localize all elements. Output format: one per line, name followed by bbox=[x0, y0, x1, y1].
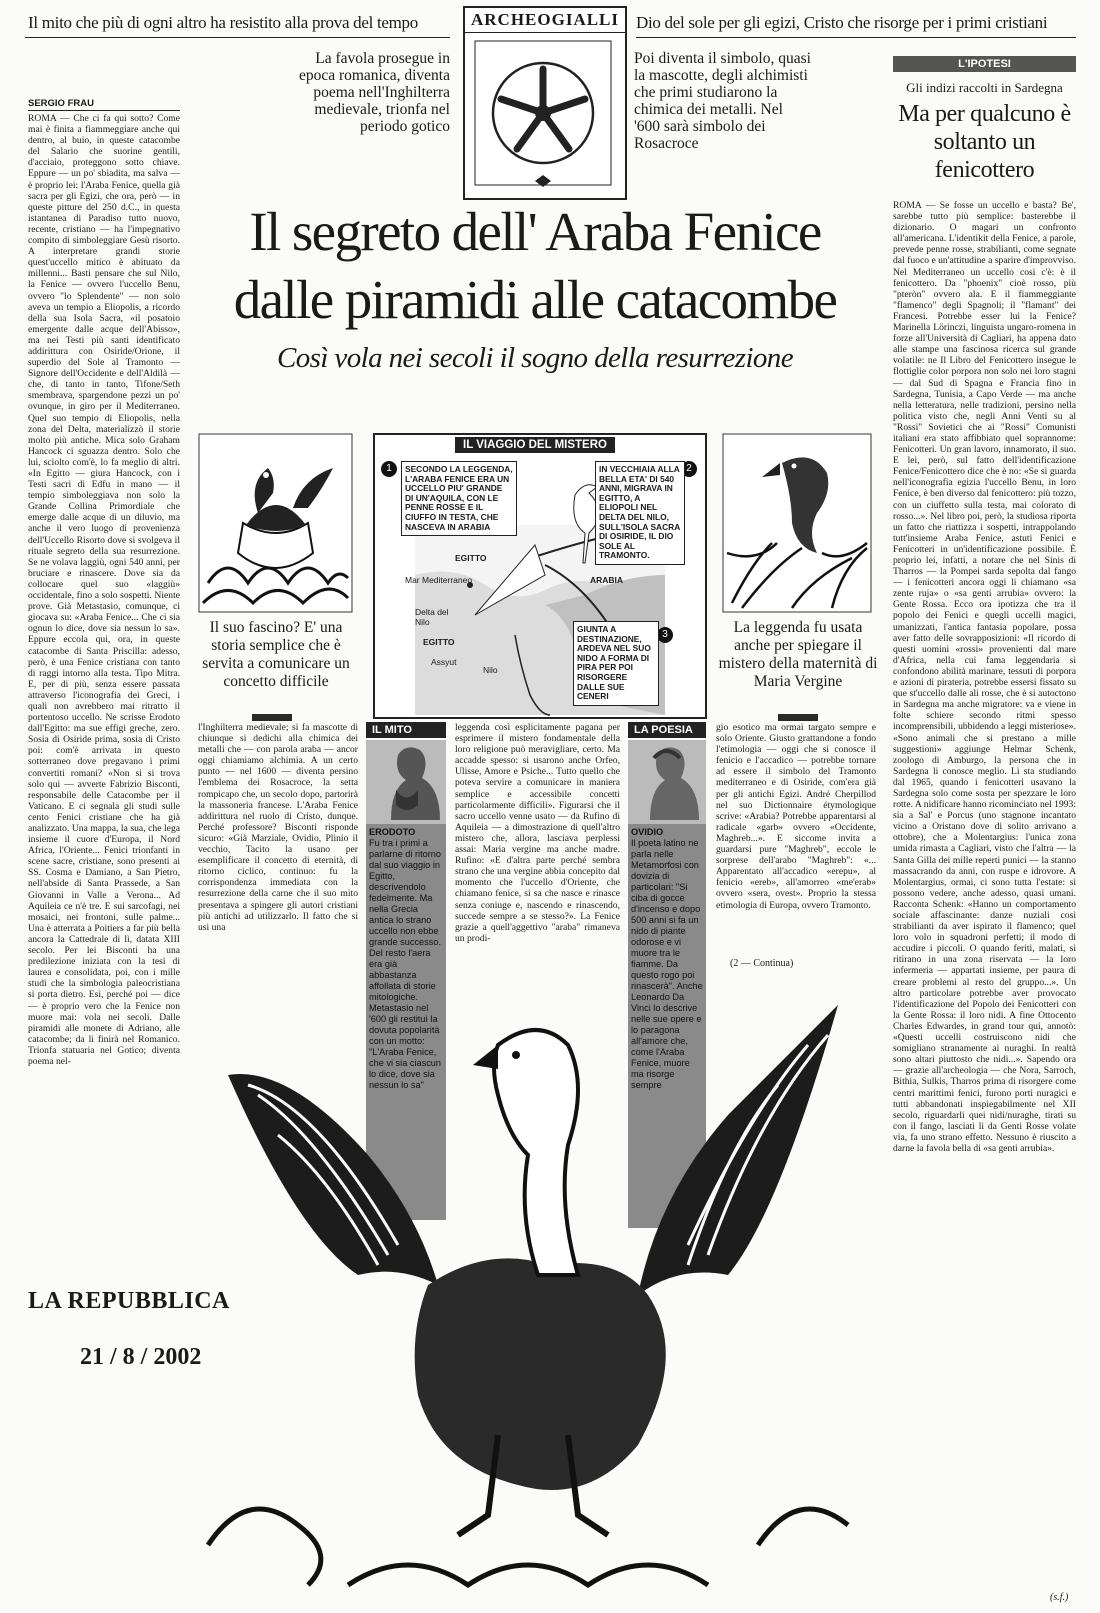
map-place-assyut: Assyut bbox=[431, 657, 457, 667]
kicker-left: Il mito che più di ogni altro ha resistito alla prova del tempo bbox=[28, 13, 418, 32]
article-col3: leggenda così esplicitamente pagana per esprimere il mistero fondamentale della loro religione può meravigliare, certo. Ma accadde spesso: si usarono anche Orfeo, Ulisse, Amore e Psiche... Tutto quello che poteva servire a comunicare in maniera semplice e accessibile concetti particolarmente difficili». Figurarsi che il sacro uccello venne usato — da Rufino di Aquileia — a dimostrazione di quell'altro mistero che, allora, lasciava perplessi assai: Maria vergine ma anche madre. Rufino: «E d'altra parte perché sembra strano che una vergine abbia concepito dal momento che l'uccello d'Oriente, che chiamano fenice, si sa che nasce e rinasce senza coniuge e, nascendo e rinascendo, succede sempre a se stesso?». La Fenice grazie a quell'aggettivo "araba" rimaneva un prodi- bbox=[455, 722, 620, 944]
sidebar-body: ROMA — Se fosse un uccello e basta? Be', sarebbe tutto più semplice: basterebbe il dizionario. O magari un confronto all'americana. L'identikit della Fenice, a parole, prevede penne rosse, strabilianti, come segnate dal fuoco e un'attitudine a sparire d'improvviso. Nel Mediterraneo un uccello così c'è: è il fenicottero. Da "phoenix" cioè rosso, più "pteròn" ovvero ala. E il fiammeggiante "flamenco" degli Spagnoli; il "flamant" dei Francesi. Potrebbe esser lui la Fenice? Marinella Lörinczi, linguista ungaro-romena in forze all'Università di Cagliari, ha appena dato alle stampe una fascinosa ricerca sul grande volatile: ne Il Libro del Fenicottero insegue le flottiglie color porpora non solo nei loro stagni — dal Sud di Spagna e Francia fino in Sardegna, Tunisia, a Capo Verde — ma anche nella letteratura, nelle tradizioni, persino nella politica visto che, negli Anni Venti su al "Rossi" Sovietici che ai "Rossi" Comunisti italiani era stato affibbiato quel soprannome: Fenicotteri. Un gran lavoro, innamorato, il suo. E lei, però, sul fatto dell'identificazione Fenice/Fenicottero dice che è no: «Se si guarda nell'iconografia egizia l'uccello Benu, in loro Fenice, è ben diverso dal fenicottero: più tozzo, con un ciuffetto sulla testa, mai colorato di rosso...». Nel libro poi, però, la studiosa riporta un fatto che riattizza i sospetti, intrappolando tutt'insieme Araba Fenice, astuti Fenici e Fenicotteri in un'identificazione possibile. È proprio lei, infatti, a notare che nel Sinis di Tharros — la Pompei sarda sepolta dal fango — i fenicotteri ancora oggi li chiamano «sa zente ruja» o «sa genti arrubia» ovvero: la Gente Rossa. Ecco ora ipotizza che tra il popolo dei Fenici e quegli uccelli magici, umanizzati, l'antica fantasia popolare, possa aver fatto delle sovrapposizioni: «Il ricordo di questi uomini «rossi» provenienti dal mare d'Africa, nella cui fama leggendaria si confondono abilità marinare, tessuti di porpora e azioni di pirateria, potrebbe essersi fissato su que st'uccello dalle ali rosse, che è si autoctono in Sardegna ma anche migratore: va e viene in folte schiere secondo ritmi spesso incomprensibili, ubbidendo a leggi misteriose». «Sono animali che si prestano a mille suggestioni» aggiunge Helmar Schenk, zoologo di Amburgo, la persona che in Sardegna li conosce meglio. Li sta studiando dal 1965, quando i fenicotteri usavano la Sardegna solo come sosta per spezzare le loro rotte. A nidificare hanno ricominciato nel 1993: sia a Sal' e Porcus (uno stagnone incantato vicino a Oristano dove di solito arrivano a ottobre), che a Molentargius: l'unica zona umida rimasta a Cagliari, visto che l'altra — la Santa Gilla dei mille reperti punici — la stanno massacrando da anni, con ruspe e idrovore. A Molentargius, ormai, ci sono tutta l'estate: si possono vedere, anche adesso, quasi umani. Racconta Schenk: «Hanno un comportamento sociale affascinante: danze nuziali così strabilianti da aver ispirato il flamenco; quel loro volo in squadroni perfetti; il modo di accudire i piccoli. O quando feriti, malati, si ritirano in una zona riservata — la loro infermeria — appartati insieme, per paura di creare problemi al resto del gruppo...». Un altro particolare potrebbe aver provocato l'identificazione del Popolo dei Fenicotteri con la Gente Rossa: il loro nidi. A fine Ottocento Charles Edwardes, in grand tour qui, annotò: «Questi uccelli costruiscono nidi che somigliano stranamente ai nuraghi. In realtà sono altari piuttosto che nidi...». Sapendo ora — grazie all'archeologia — che Nora, Sarroch, Bithia, Sulkis, Tharros prima di risorgere come centri marittimi fenici, furono porti nuragici e tutti abbandonati inspiegabilmente nel XII secolo, riguardarli quei nidi/nuraghe, tirati su con il fango, lasciati lì da Genti Rosse volate via, fa uno strano effetto. Nessuno è riuscito a darne la favola bella di «sa genti arrubia». bbox=[893, 200, 1076, 1154]
phoenix-large-illustration bbox=[198, 985, 878, 1595]
map-step-1: 1 bbox=[381, 461, 397, 477]
box-mito-name: ERODOTO bbox=[369, 827, 416, 837]
map-note-3: GIUNTA A DESTINAZIONE, ARDEVA NEL SUO NIDO A FORMA DI PIRA PER POI RISORGERE DALLE SUE CENERI bbox=[573, 621, 659, 706]
newspaper-date: 21 / 8 / 2002 bbox=[80, 1344, 202, 1370]
caption-right-mark bbox=[778, 714, 818, 721]
headline-line1: Il segreto dell' Araba Fenice bbox=[249, 201, 821, 262]
ovid-bust bbox=[628, 740, 706, 824]
phoenix-wheel-logo bbox=[465, 33, 621, 193]
map-infographic bbox=[373, 433, 707, 719]
logo-label: ARCHEOGIALLI bbox=[465, 8, 625, 33]
herodotus-bust bbox=[366, 740, 446, 824]
map-place-mediterraneo: Mar Mediterraneo bbox=[405, 575, 473, 585]
desc-right: Poi diventa il simbolo, quasi la mascotte, degli alchimisti che primi studiarono la chimica dei metalli. Nel '600 sarà simbolo dei Rosacroce bbox=[634, 50, 811, 152]
continua-note: (2 — Continua) bbox=[730, 958, 794, 969]
map-place-egitto-top: EGITTO bbox=[455, 553, 487, 563]
map-note-1: SECONDO LA LEGGENDA, L'ARABA FENICE ERA UN UCCELLO PIU' GRANDE DI UN'AQUILA, CON LE PENNE ROSSE E IL CIUFFO IN TESTA, CHE NASCEVA IN ARABIA bbox=[401, 461, 517, 536]
headline-line2: dalle piramidi alle catacombe bbox=[233, 269, 837, 330]
top-rule-right bbox=[636, 37, 1076, 38]
flamingo-icon bbox=[722, 433, 872, 613]
byline: SERGIO FRAU bbox=[28, 98, 94, 109]
box-mito-label: IL MITO bbox=[366, 722, 446, 738]
box-poesia-label: LA POESIA bbox=[628, 722, 706, 738]
phoenix-large-icon bbox=[198, 985, 878, 1595]
caption-right: La leggenda fu usata anche per spiegare il mistero della maternità di Maria Vergine bbox=[718, 619, 878, 690]
byline-rule bbox=[28, 110, 180, 111]
map-title: IL VIAGGIO DEL MISTERO bbox=[455, 437, 615, 453]
article-col2: l'Inghilterra medievale; si fa mascotte di chiunque si dedichi alla chimica dei metalli che — con parola araba — ancor oggi chiamiamo alchimia. A un certo punto — nel 1600 — diventa persino l'emblema dei Rosacroce, la setta rompicapo che, un secolo dopo, partorirà la massoneria francese. L'Araba Fenice addirittura nel ruolo di Cristo, dunque. Perché professore? Bisconti risponde sicuro: «Già Marziale, Ovidio, Plinio il vecchio, Tacito la usano per esemplificare il concetto di eternità, di ritorno ciclico, continuo: fu la corrispondenza immediata con la resurrezione della carne che il suo mito presentava a spingere gli autori cristiani più antichi ad utilizzarlo. Il fatto che si usi una bbox=[198, 722, 358, 933]
map-place-nilo: Nilo bbox=[483, 665, 498, 675]
archeogialli-logo bbox=[463, 6, 627, 200]
box-mito-text: Fu tra i primi a parlarne di ritorno dal suo viaggio in Egitto, descrivendolo fedelmente. Ma nella Grecia antica lo strano uccello non ebbe grande successo. Del resto l'aera era già abbastanza affollata di storie mitologiche. Metastasio nel '600 gli restituì la dovuta popolarità con un motto: "L'Araba Fenice, che vi sia ciascun lo dice, dove sia nessun lo sa" bbox=[369, 838, 442, 1090]
map-place-egitto: EGITTO bbox=[423, 637, 455, 647]
top-rule-left bbox=[25, 37, 450, 38]
kicker-right: Dio del sole per gli egizi, Cristo che risorge per i primi cristiani bbox=[636, 13, 1048, 32]
desc-left: La favola prosegue in epoca romanica, diventa poema nell'Inghilterra medievale, trionfa nel periodo gotico bbox=[298, 50, 450, 135]
caption-left: Il suo fascino? E' una storia semplice che è servita a comunicare un concetto difficile bbox=[202, 619, 350, 690]
map-step-3: 3 bbox=[657, 627, 673, 643]
phoenix-nest-icon bbox=[198, 433, 353, 613]
flamingo-illustration bbox=[722, 433, 872, 613]
subhead: Così vola nei secoli il sogno della resurrezione bbox=[277, 342, 793, 374]
article-col1: ROMA — Che ci fa qui sotto? Come mai è finita a fiammeggiare anche qui dentro, al buio, in queste catacombe del Salario che suorine gentili, d'acciaio, proteggono sotto chiave. Eppure — un po' sbiadita, ma salva — è proprio lei: l'Araba Fenice, quella già sacra per gli Egizi, che ora, però — in queste pitture del 250 d.C., in questa istantanea di Paradiso tutto nuovo, recente, cristiano — ha l'impegnativo compito di simboleggiare Gesù risorto. A interpretare grandi storie quest'uccello mitico è abituato da millenni... Basti pensare che sul Nilo, la Fenice — ovvero l'uccello Benu, ovvero "lo Splendente" — non solo aveva un tempio a Eliopolis, a ricordo della sua Isola Sacra, «il posatoio emergente dalle acque dell'Abisso», ma nei Testi più santi identificato addirittura con Osiride/Orione, il superdio del Sole al Tramonto — Signore dell'Occidente e dell'Aldilà — che, di tanto in tanto, Tifone/Seth smembrava, spargendone pezzi un po' ovunque, in giro per il Mediterraneo. Quel suo tempio di Eliopolis, nella zona del Delta, materializzò il storie molto più antiche. Mica solo Graham Hancock ci sguazza dentro. Solo che lui, sciolto com'è, lo fa meglio di altri. «In Egitto — giura Hancock, con i Testi sacri di Edfu in mano — il tempio simboleggiava non solo la Grande Collina Primordiale che emerge dalle acque di un diluvio, ma anche il vero luogo di provenienza dell'Uccello Risorto dove si svolgeva il rituale segreto della sua resurrezione. Se ne volava laggiù, ogni 540 anni, per bruciare e rinascere. Dove sia da collocare quel suo «laggiù» occidentale, fino a solo sospetti. Niente prove. Già Metastasio, comunque, ci giocava su: «Araba Fenice... Che ci sia ognun lo dice, dove sia nessun lo sa». Eppure eccola qui, ora, in queste catacombe di Santa Priscilla: adesso, però, è una Fenice cristiana con tanto di raggi intorno alla testa. Tipo Mitra. E, per di più, senza essere passata attraverso l'iconografia dei Greci, i quali non avrebbero mai ritratto il portentoso uccello. Ne scrisse Erodoto dall'Egitto: ma sue effigi greche, zero. Sosia di Osiride prima, sosia di Cristo poi: com'è arrivata in questo sotterraneo dove pregavano i primi convertiti romani? «Non si si trova solo qui — avverte Fabrizio Bisconti, responsabile delle Catacombe per il Vaticano. E ci segnala gli studi sulle cento Fenici cristiane che ha già analizzato. Una mappa, la sua, che lega insieme il cuore d'Europa, il Nord Africa, l'Oriente... Fenici trionfanti in scene sacre, cristiane, sono presenti ai SS. Cosma e Damiano, a San Pietro, nell'abside di Santa Prassede, a San Giovanni in Valle a Verona... Ad Aquileia ce n'è tre. E sui sarcofagi, nei mosaici, nei frontoni, sulle palme... Una è atterrata a Poitiers a far più bella ancora la Cattedrale di lì, datata XIII secolo. Per lei Bisconti ha una predilezione iniziata con la tesi di laurea e consolidata, poi, con i mille studi che la simbologia paleocristiana si porta dietro. Esì, perché poi — dice — è proprio vero che la Fenice non muore mai: vola nei secoli. Dalle piramidi alle monete di Adriano, alle catacombe; da lì finirà nel Romanico. Trionfa statuaria nel Gotico; diventa poema nel- bbox=[28, 113, 180, 1067]
sidebar-title: Ma per qualcuno è soltanto un fenicottero bbox=[898, 101, 1071, 183]
caption-left-mark bbox=[252, 714, 292, 721]
map-place-arabia: ARABIA bbox=[590, 575, 624, 585]
phoenix-nest-illustration bbox=[198, 433, 353, 613]
map-note-2: IN VECCHIAIA ALLA BELLA ETA' DI 540 ANNI, MIGRAVA IN EGITTO, A ELIOPOLI NEL DELTA DEL NILO, SULL'ISOLA SACRA DI OSIRIDE, IL DIO SOLE AL TRAMONTO. bbox=[595, 461, 685, 565]
box-poesia-name: OVIDIO bbox=[631, 827, 664, 837]
sidebar-kicker: Gli indizi raccolti in Sardegna bbox=[906, 80, 1063, 95]
sidebar-signature: (s.f.) bbox=[1050, 1592, 1069, 1603]
sidebar-label: L'IPOTESI bbox=[893, 56, 1076, 72]
box-poesia-text: Il poeta latino ne parla nelle Metamorfosi con dovizia di particolari: "Si ciba di gocce d'incenso e dopo 500 anni si fa un nido di piante odorose e vi muore tra le fiamme. Da questo rogo poi rinascerà". Anche Leonardo Da Vinci lo descrive nelle sue opere e lo paragona all'amore che, come l'Araba Fenice, muore ma risorge sempre bbox=[631, 838, 703, 1090]
map-step-2: 2 bbox=[681, 461, 697, 477]
newspaper-name: LA REPUBBLICA bbox=[28, 1288, 230, 1314]
map-place-delta: Delta del Nilo bbox=[415, 607, 449, 627]
article-col4: gio esotico ma ormai targato sempre e solo Oriente. Giusto grattandone a fondo l'etimologia — oggi che si conosce il fenicio e l'accadico — potrebbe tornare ad essere il simbolo del Tramonto mediterraneo e di Osiride, com'era già per gli antichi Egizi. André Cherpillod nel suo Dictionnaire étymologique scrive: «Arabia? Potrebbe apparentarsi al radicale «garb» ovvero «Occidente, Maghreb...». E siccome invita a guardarsi pure "Maghreb", eccole le sorprese dell'arabo "Maghreb": «... Apparentato all'accadico «erepu», al fenicio «ereb», all'amorreo «me'erab» ovvero «sera, ovest». Proprio la stessa etimologia di Europa, ovvero Tramonto. bbox=[716, 722, 876, 911]
